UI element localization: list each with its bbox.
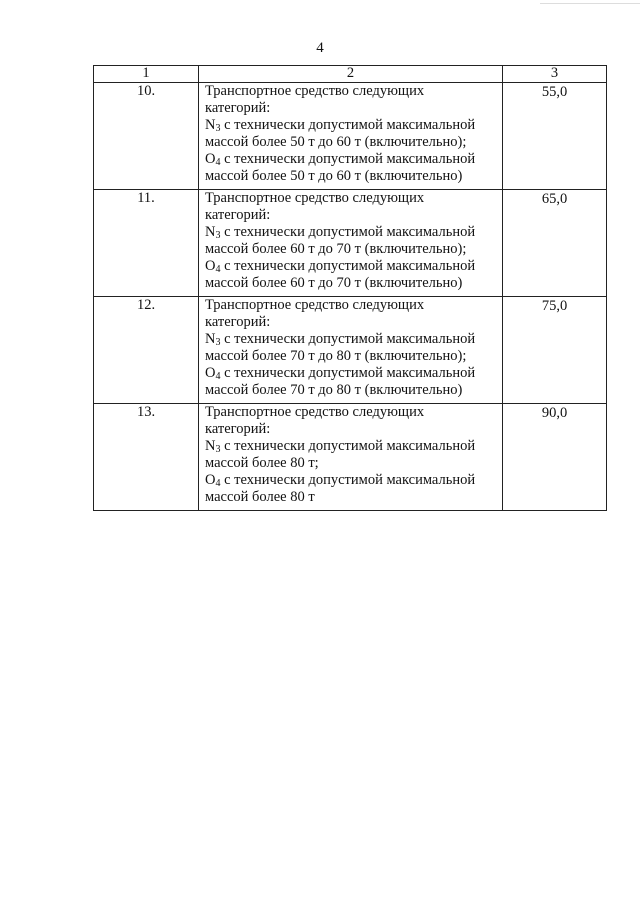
category-subscript: 4 xyxy=(215,478,221,489)
category-o4-line xyxy=(205,151,502,168)
description-line: Транспортное средство следующих xyxy=(205,297,425,313)
header-cell-2: 2 xyxy=(199,66,503,83)
row-description xyxy=(199,190,503,297)
page-number: 4 xyxy=(316,40,324,56)
row-value: 65,0 xyxy=(503,190,607,297)
header-cell-3: 3 xyxy=(503,66,607,83)
category-subscript: 4 xyxy=(215,371,221,382)
category-subscript: 4 xyxy=(215,157,221,168)
row-number: 13. xyxy=(94,404,199,511)
table-row xyxy=(94,83,607,190)
category-letter: N xyxy=(205,224,216,240)
header-row xyxy=(94,66,607,83)
category-subscript: 3 xyxy=(215,337,221,348)
row-description xyxy=(199,404,503,511)
row-number: 10. xyxy=(94,83,199,190)
category-letter: N xyxy=(205,331,216,347)
category-text: с технически допустимой максимальной xyxy=(220,365,476,381)
scan-edge-mark xyxy=(540,0,640,4)
category-letter: O xyxy=(205,151,216,167)
description-line: Транспортное средство следующих xyxy=(205,83,425,99)
mass-range-line: массой более 50 т до 60 т (включительно); xyxy=(205,134,467,150)
category-subscript: 3 xyxy=(215,444,221,455)
row-description xyxy=(199,83,503,190)
category-n3-line xyxy=(205,331,502,348)
row-number: 12. xyxy=(94,297,199,404)
category-subscript: 4 xyxy=(215,264,221,275)
table-body xyxy=(94,83,607,511)
mass-range-line: массой более 60 т до 70 т (включительно); xyxy=(205,241,467,257)
category-text: с технически допустимой максимальной xyxy=(220,117,476,133)
description-line: категорий: xyxy=(205,421,271,437)
mass-range-line: массой более 60 т до 70 т (включительно) xyxy=(205,275,463,291)
table-row xyxy=(94,190,607,297)
mass-range-line: массой более 80 т; xyxy=(205,455,319,471)
table-row xyxy=(94,297,607,404)
row-value: 75,0 xyxy=(503,297,607,404)
mass-range-line: массой более 70 т до 80 т (включительно); xyxy=(205,348,467,364)
description-line: категорий: xyxy=(205,207,271,223)
header-cell-1: 1 xyxy=(94,66,199,83)
tariff-table-container xyxy=(93,65,606,511)
category-o4-line xyxy=(205,472,502,489)
category-subscript: 3 xyxy=(215,230,221,241)
row-number: 11. xyxy=(94,190,199,297)
category-n3-line xyxy=(205,438,502,455)
description-line: Транспортное средство следующих xyxy=(205,404,425,420)
category-text: с технически допустимой максимальной xyxy=(220,224,476,240)
table-header xyxy=(94,66,607,83)
mass-range-line: массой более 50 т до 60 т (включительно) xyxy=(205,168,463,184)
row-value: 55,0 xyxy=(503,83,607,190)
category-text: с технически допустимой максимальной xyxy=(220,151,476,167)
row-description xyxy=(199,297,503,404)
category-n3-line xyxy=(205,117,502,134)
category-text: с технически допустимой максимальной xyxy=(220,438,476,454)
category-text: с технически допустимой максимальной xyxy=(220,331,476,347)
category-text: с технически допустимой максимальной xyxy=(220,258,476,274)
category-o4-line xyxy=(205,258,502,275)
description-line: Транспортное средство следующих xyxy=(205,190,425,206)
category-letter: O xyxy=(205,472,216,488)
description-line: категорий: xyxy=(205,100,271,116)
category-text: с технически допустимой максимальной xyxy=(220,472,476,488)
category-n3-line xyxy=(205,224,502,241)
category-subscript: 3 xyxy=(215,123,221,134)
mass-range-line: массой более 70 т до 80 т (включительно) xyxy=(205,382,463,398)
row-value: 90,0 xyxy=(503,404,607,511)
tariff-table xyxy=(93,65,607,511)
category-letter: N xyxy=(205,117,216,133)
category-o4-line xyxy=(205,365,502,382)
category-letter: N xyxy=(205,438,216,454)
description-line: категорий: xyxy=(205,314,271,330)
category-letter: O xyxy=(205,365,216,381)
table-row xyxy=(94,404,607,511)
category-letter: O xyxy=(205,258,216,274)
mass-range-line: массой более 80 т xyxy=(205,489,315,505)
